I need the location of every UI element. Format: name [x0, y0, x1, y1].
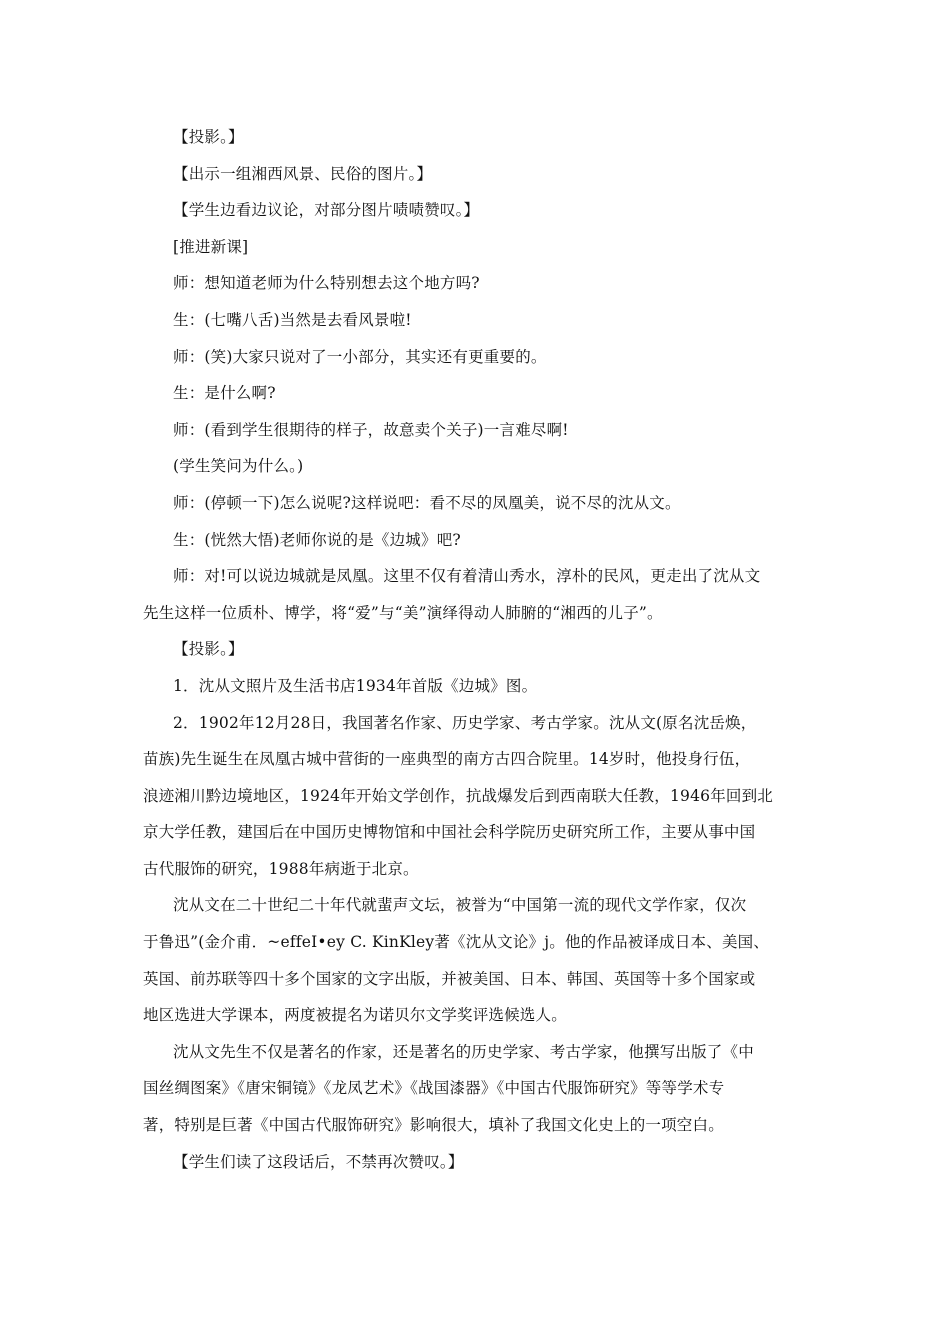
paragraph-line: 国丝绸图案》《唐宋铜镜》《龙凤艺术》《战国漆器》《中国古代服饰研究》等等学术专: [143, 1079, 725, 1098]
list-item: 1．沈从文照片及生活书店1934年首版《边城》图。: [173, 676, 538, 695]
biography-paragraph: [143, 705, 813, 888]
dialogue-line: 师：(看到学生很期待的样子，故意卖个关子)一言难尽啊!: [173, 420, 569, 439]
dialogue-line: 生：(七嘴八舌)当然是去看风景啦!: [173, 310, 412, 329]
paragraph-line: 苗族)先生诞生在凤凰古城中营街的一座典型的南方古四合院里。14岁时，他投身行伍，: [143, 750, 751, 769]
students-discuss-note: 【学生边看边议论，对部分图片啧啧赞叹。】: [173, 201, 480, 220]
teacher-answer-paragraph: [143, 558, 813, 631]
section-heading: [推进新课]: [173, 237, 249, 256]
projection-note: 【投影。】: [173, 128, 244, 146]
paragraph-line: 浪迹湘川黔边境地区，1924年开始文学创作，抗战爆发后到西南联大任教，1946年回到北: [143, 786, 773, 805]
paragraph-line: 师：对!可以说边城就是凤凰。这里不仅有着清山秀水，淳朴的民风，更走出了沈从文: [173, 567, 761, 586]
paragraph-line: 于鲁迅”(金介甫．~effeI•ey C. KinKley著《沈从文论》j。他的作品被译成日本、美国、: [143, 933, 770, 952]
dialogue-line: 师：(笑)大家只说对了一小部分，其实还有更重要的。: [173, 347, 547, 366]
projection-note: 【投影。】: [173, 640, 244, 659]
dialogue-line: 师：想知道老师为什么特别想去这个地方吗?: [173, 274, 480, 293]
paragraph-line: 沈从文先生不仅是著名的作家，还是著名的历史学家、考古学家，他撰写出版了《中: [173, 1042, 754, 1061]
dialogue-line: 生：是什么啊?: [173, 384, 276, 403]
paragraph-line: 地区选进大学课本，两度被提名为诺贝尔文学奖评选候选人。: [143, 1006, 567, 1025]
paragraph-line: 英国、前苏联等四十多个国家的文字出版，并被美国、日本、韩国、英国等十多个国家或: [143, 969, 756, 988]
paragraph-line: 沈从文在二十世纪二十年代就蜚声文坛，被誉为“中国第一流的现代文学作家，仅次: [173, 896, 747, 915]
paragraph-line: 京大学任教，建国后在中国历史博物馆和中国社会科学院历史研究所工作，主要从事中国: [143, 823, 756, 842]
paragraph-line: 2．1902年12月28日，我国著名作家、历史学家、考古学家。沈从文(原名沈岳焕，: [173, 713, 757, 732]
dialogue-line: 师：(停顿一下)怎么说呢?这样说吧：看不尽的凤凰美，说不尽的沈从文。: [173, 493, 681, 512]
show-pictures-note: 【出示一组湘西风景、民俗的图片。】: [173, 164, 433, 183]
dialogue-line: 生：(恍然大悟)老师你说的是《边城》吧?: [173, 530, 461, 549]
fame-paragraph: [143, 887, 813, 1033]
stage-direction: (学生笑问为什么。): [173, 457, 304, 476]
paragraph-line: 古代服饰的研究，1988年病逝于北京。: [143, 859, 419, 878]
scholar-paragraph: [143, 1034, 813, 1144]
document-body: [143, 119, 813, 1180]
closing-note: 【学生们读了这段话后，不禁再次赞叹。】: [173, 1152, 464, 1171]
paragraph-line: 先生这样一位质朴、博学，将“爱”与“美”演绎得动人肺腑的“湘西的儿子”。: [143, 603, 663, 622]
paragraph-line: 著，特别是巨著《中国古代服饰研究》影响很大，填补了我国文化史上的一项空白。: [143, 1116, 724, 1135]
